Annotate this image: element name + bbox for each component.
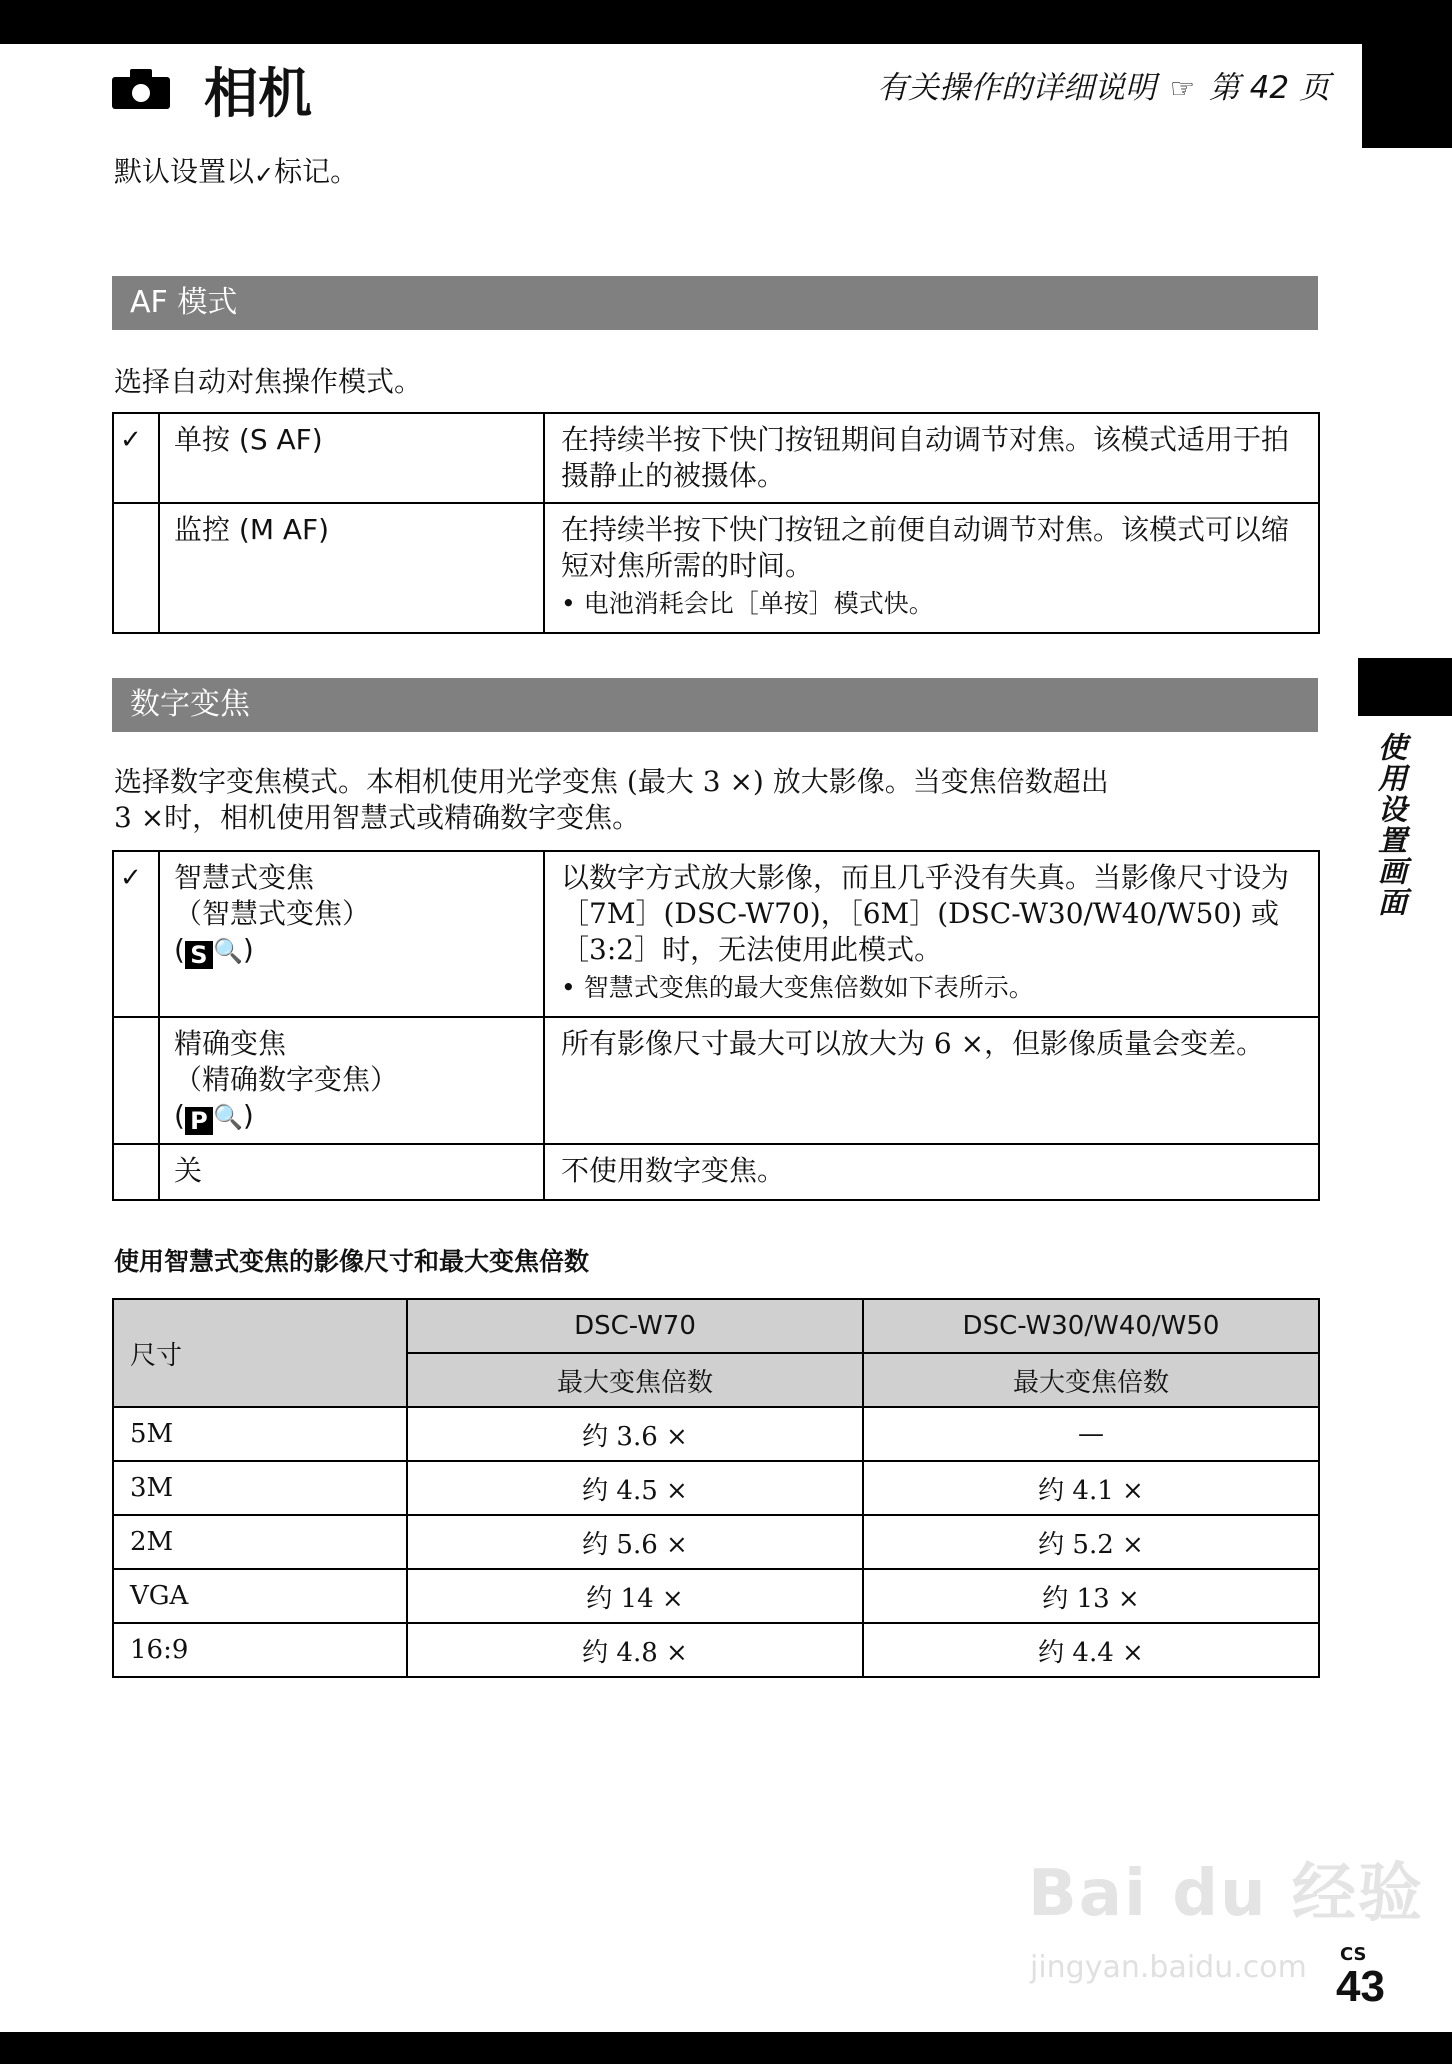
section-header-zoom: 数字变焦 xyxy=(112,678,1318,732)
top-bar xyxy=(0,0,1452,44)
option-description-text: 在持续半按下快门按钮之前便自动调节对焦。该模式可以缩短对焦所需的时间。 xyxy=(561,513,1290,582)
option-name: 关 xyxy=(159,1144,544,1200)
col-header-w30: DSC-W30/W40/W50 xyxy=(863,1299,1319,1353)
option-description-text: 以数字方式放大影像，而且几乎没有失真。当影像尺寸设为［7M］(DSC-W70)，［6M］(DSC-W30/W40/W50) 或［3:2］时，无法使用此模式。 xyxy=(561,861,1290,966)
size-cell: 16:9 xyxy=(113,1623,407,1677)
size-table-caption: 使用智慧式变焦的影像尺寸和最大变焦倍数 xyxy=(114,1247,590,1276)
option-name-main: 智慧式变焦 xyxy=(174,861,315,894)
side-tab-label: 使用设置画面 xyxy=(1374,732,1408,918)
option-name: 精确变焦 （精确数字变焦） ( P 🔍) xyxy=(159,1017,544,1144)
option-description-text: 所有影像尺寸最大可以放大为 6 ×，但影像质量会变差。 xyxy=(561,1027,1265,1060)
reference-text: 有关操作的详细说明 xyxy=(877,70,1157,106)
col-header-w70: DSC-W70 xyxy=(407,1299,863,1353)
value-cell: 约 5.6 × xyxy=(407,1515,863,1569)
option-name-sub: （智慧式变焦） xyxy=(174,897,371,930)
smart-zoom-s-icon: S xyxy=(185,941,213,969)
default-note-after: 标记。 xyxy=(274,155,359,188)
table-row xyxy=(113,503,1319,633)
default-check-icon: ✓ xyxy=(113,413,159,503)
table-row xyxy=(113,851,1319,1017)
size-cell: 3M xyxy=(113,1461,407,1515)
table-row xyxy=(113,1017,1319,1144)
option-name-sub: （精确数字变焦） xyxy=(174,1063,399,1096)
zoom-size-table xyxy=(112,1298,1320,1678)
option-name-main: 精确变焦 xyxy=(174,1027,287,1060)
camera-icon xyxy=(112,69,170,109)
corner-tab xyxy=(1362,44,1452,148)
table-row xyxy=(113,1623,1319,1677)
precision-zoom-p-icon: P xyxy=(185,1107,213,1135)
option-description xyxy=(544,503,1319,633)
language-code: CS xyxy=(1340,1944,1367,1965)
option-name: 监控 (M AF) xyxy=(159,503,544,633)
col-header-size: 尺寸 xyxy=(113,1299,407,1407)
default-note xyxy=(114,154,358,193)
option-description xyxy=(544,851,1319,1017)
watermark-url: jingyan.baidu.com xyxy=(1030,1950,1307,1985)
section-header-af: AF 模式 xyxy=(112,276,1318,330)
af-mode-table xyxy=(112,412,1320,634)
table-row xyxy=(113,1407,1319,1461)
option-note: • 电池消耗会比［单按］模式快。 xyxy=(561,589,934,618)
value-cell: 约 13 × xyxy=(863,1569,1319,1623)
value-cell: 约 4.1 × xyxy=(863,1461,1319,1515)
value-cell: 约 3.6 × xyxy=(407,1407,863,1461)
af-description: 选择自动对焦操作模式。 xyxy=(114,365,423,398)
value-cell: 约 4.8 × xyxy=(407,1623,863,1677)
watermark-logo: Bai du 经验 xyxy=(1028,1857,1424,1931)
reference-link[interactable] xyxy=(830,62,1330,107)
zoom-mode-table xyxy=(112,850,1320,1201)
option-description-text: 不使用数字变焦。 xyxy=(561,1154,786,1187)
default-check-cell xyxy=(113,503,159,633)
option-description xyxy=(544,1017,1319,1144)
option-description xyxy=(544,413,1319,503)
option-description-text: 在持续半按下快门按钮期间自动调节对焦。该模式适用于拍摄静止的被摄体。 xyxy=(561,423,1290,492)
value-cell: 约 5.2 × xyxy=(863,1515,1319,1569)
page-title xyxy=(112,58,312,125)
table-header-row xyxy=(113,1299,1319,1353)
size-cell: 2M xyxy=(113,1515,407,1569)
pointing-hand-icon: ☞ xyxy=(1169,72,1195,105)
table-row xyxy=(113,1515,1319,1569)
check-icon: ✓ xyxy=(254,161,275,189)
default-check-cell xyxy=(113,1017,159,1144)
default-note-before: 默认设置以 xyxy=(114,155,255,188)
size-cell: 5M xyxy=(113,1407,407,1461)
option-name: 单按 (S AF) xyxy=(159,413,544,503)
table-row xyxy=(113,413,1319,503)
option-note: • 智慧式变焦的最大变焦倍数如下表所示。 xyxy=(561,973,1034,1002)
default-check-cell xyxy=(113,1144,159,1200)
reference-page: 第 42 页 xyxy=(1208,70,1330,106)
bottom-bar xyxy=(0,2032,1452,2064)
side-tab xyxy=(1358,658,1452,716)
value-cell: 约 4.5 × xyxy=(407,1461,863,1515)
page-number: 43 xyxy=(1336,1962,1385,2011)
option-description xyxy=(544,1144,1319,1200)
value-cell: 约 4.4 × xyxy=(863,1623,1319,1677)
value-cell: 约 14 × xyxy=(407,1569,863,1623)
subheader-max-zoom: 最大变焦倍数 xyxy=(407,1353,863,1407)
magnifier-icon: 🔍 xyxy=(212,1103,243,1131)
size-cell: VGA xyxy=(113,1569,407,1623)
zoom-description-line1: 选择数字变焦模式。本相机使用光学变焦 (最大 3 ×) 放大影像。当变焦倍数超出 xyxy=(114,765,1109,798)
value-cell: — xyxy=(863,1407,1319,1461)
option-name: 智慧式变焦 （智慧式变焦） ( S 🔍) xyxy=(159,851,544,1017)
table-row xyxy=(113,1144,1319,1200)
table-row xyxy=(113,1569,1319,1623)
magnifier-icon: 🔍 xyxy=(212,937,243,965)
page-title-text: 相机 xyxy=(204,61,312,125)
subheader-max-zoom: 最大变焦倍数 xyxy=(863,1353,1319,1407)
zoom-description-line2: 3 ×时，相机使用智慧式或精确数字变焦。 xyxy=(114,801,641,834)
table-row xyxy=(113,1461,1319,1515)
default-check-icon: ✓ xyxy=(113,851,159,1017)
zoom-description xyxy=(114,764,1109,836)
